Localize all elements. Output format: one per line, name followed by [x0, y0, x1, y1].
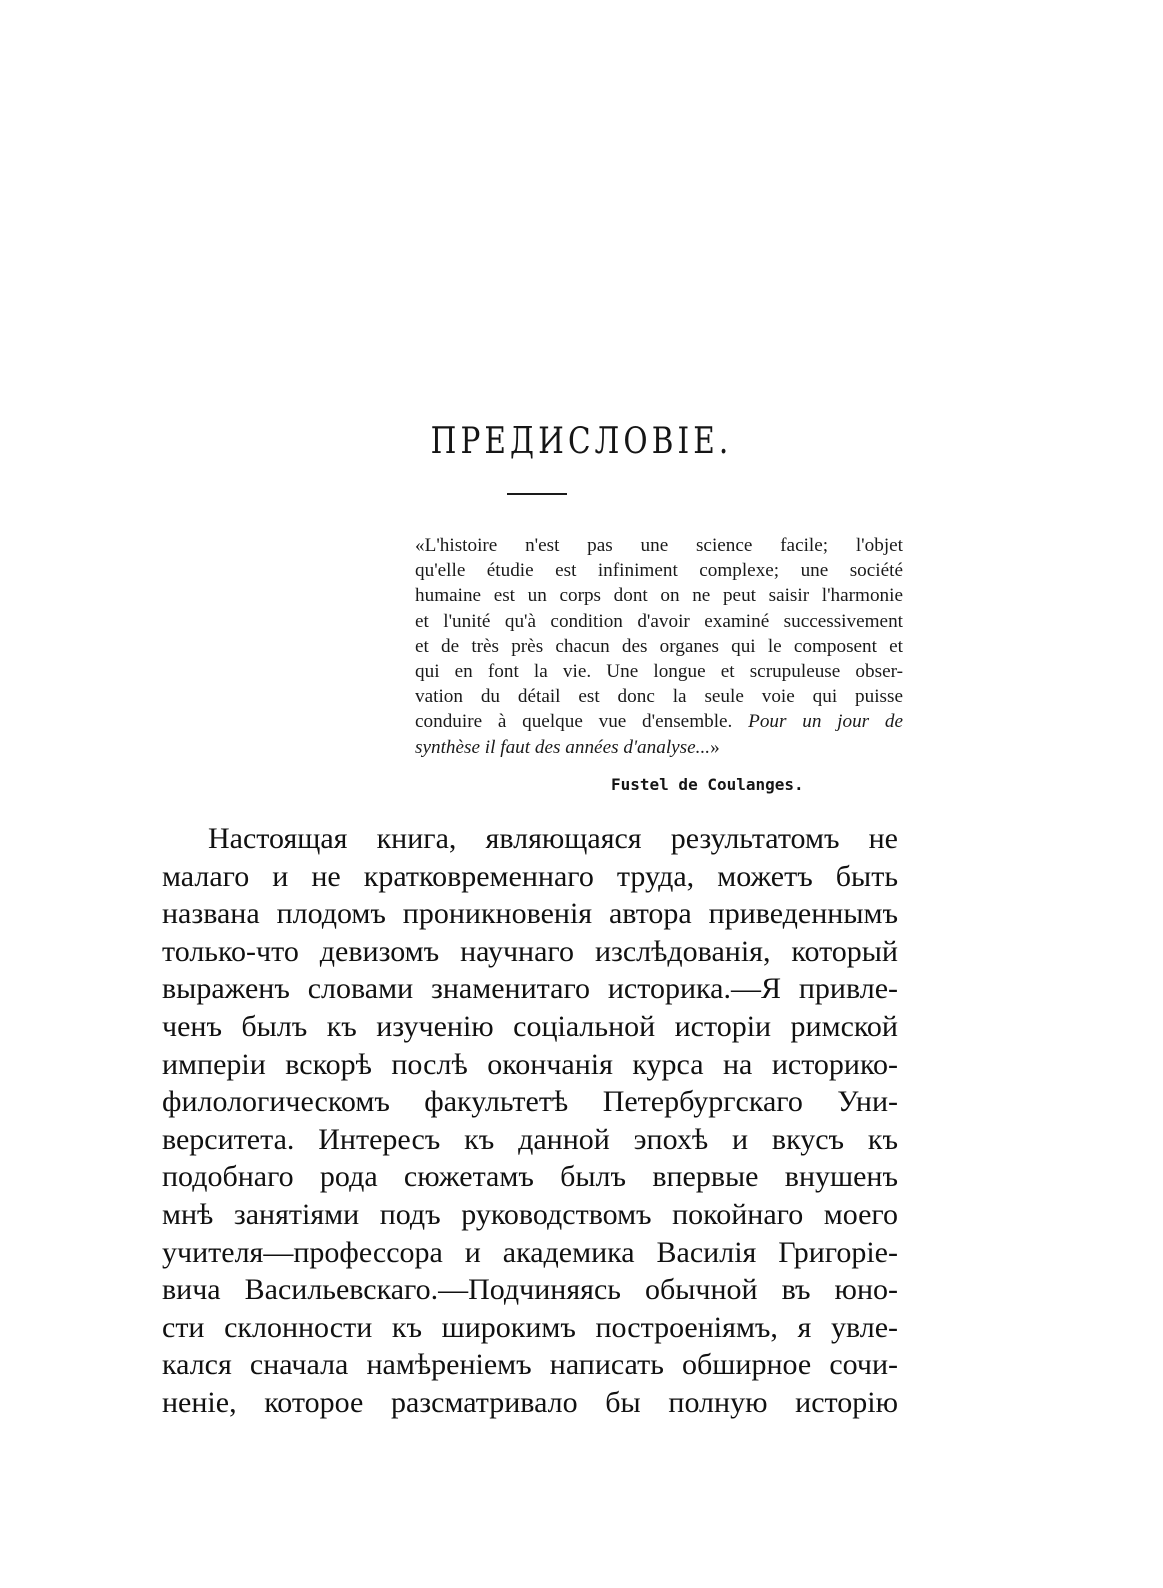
body-line: ненiе, которое разсматривало бы полную исторiю — [162, 1385, 898, 1419]
body-line: мнѣ занятiями подъ руководствомъ покойнаго моего — [162, 1197, 898, 1231]
body-line: малаго и не кратковременнаго труда, можетъ быть — [162, 859, 898, 893]
epigraph-line: vation du détail est donc la seule voie qui puisse — [415, 686, 903, 708]
body-line: имперiи вскорѣ послѣ окончанiя курса на историко- — [162, 1047, 898, 1081]
body-line: названа плодомъ проникновенiя автора приведеннымъ — [162, 897, 898, 931]
epigraph-line — [415, 709, 903, 734]
title-divider — [507, 493, 567, 495]
page-title: ПРЕДИСЛОВIЕ. — [430, 421, 733, 462]
body-line: подобнаго рода сюжетамъ былъ впервые внушенъ — [162, 1160, 898, 1194]
body-paragraph — [162, 820, 898, 1422]
epigraph-line: et de très près chacun des organes qui le composent et — [415, 635, 903, 657]
epigraph-attribution: Fustel de Coulanges. — [611, 775, 804, 794]
body-line: Настоящая книга, являющаяся результатомъ не — [208, 822, 898, 855]
epigraph-line: et l'unité qu'à condition d'avoir examiné successivement — [415, 610, 903, 632]
epigraph-line: humaine est un corps dont on ne peut saisir l'harmonie — [415, 585, 903, 607]
body-line: сти склонности къ широкимъ построенiямъ, я увле- — [162, 1310, 898, 1344]
epigraph-line: «L'histoire n'est pas une science facile; l'objet — [415, 535, 903, 556]
epigraph-italic-text: Pour un jour de — [748, 711, 903, 733]
epigraph — [415, 533, 903, 760]
epigraph-line — [415, 735, 903, 760]
epigraph-italic-text: synthèse il faut des années d'analyse... — [415, 736, 711, 758]
body-line: верситета. Интересъ къ данной эпохѣ и вкусъ къ — [162, 1122, 898, 1156]
body-line: выраженъ словами знаменитаго историка.—Я привле- — [162, 972, 898, 1006]
body-line: вича Васильевскаго.—Подчиняясь обычной въ юно- — [162, 1273, 898, 1307]
epigraph-line: qui en font la vie. Une longue et scrupuleuse obser- — [415, 660, 903, 682]
body-line: ченъ былъ къ изученiю соцiальной исторiи римской — [162, 1009, 898, 1043]
epigraph-close-quote: » — [710, 736, 720, 758]
body-line: филологическомъ факультетѣ Петербургскаго Уни- — [162, 1085, 898, 1119]
epigraph-text: conduire à quelque vue d'ensemble. — [415, 711, 733, 733]
body-line: кался сначала намѣренiемъ написать обширное сочи- — [162, 1348, 898, 1382]
body-line: только-что девизомъ научнаго изслѣдованiя, который — [162, 934, 898, 968]
epigraph-line: qu'elle étudie est infiniment complexe; une société — [415, 560, 903, 582]
body-line: учителя—профессора и академика Василiя Григорiе- — [162, 1235, 898, 1269]
